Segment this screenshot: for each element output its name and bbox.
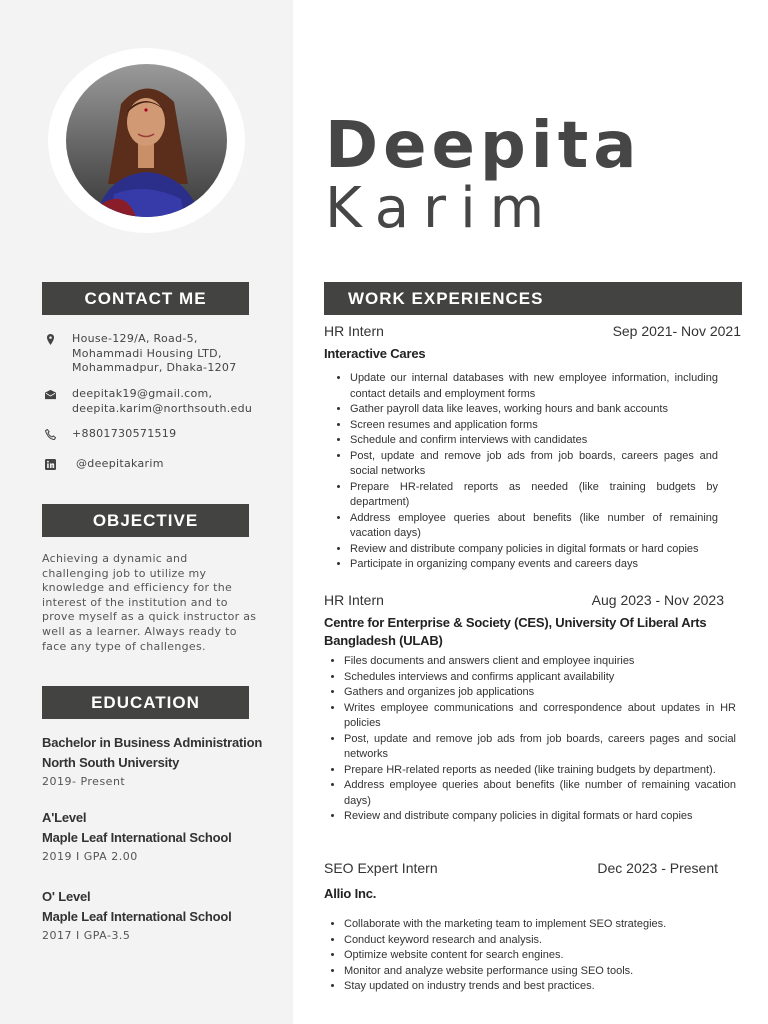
school-name: Maple Leaf International School <box>42 909 232 924</box>
linkedin-icon <box>42 457 58 471</box>
education-header: EDUCATION <box>42 686 249 719</box>
job-role: SEO Expert Intern <box>324 860 438 876</box>
list-item: • Schedule and confirm interviews with candidates <box>350 433 718 449</box>
list-item: • Prepare HR-related reports as needed (like training budgets by department). <box>344 763 736 779</box>
list-item: • Writes employee communications and correspondence about updates in HR policies <box>344 701 736 732</box>
list-item: • Stay updated on industry trends and best practices. <box>344 979 736 995</box>
list-item: • Collaborate with the marketing team to implement SEO strategies. <box>344 917 736 933</box>
degree-title: A'Level <box>42 810 87 825</box>
work-header: WORK EXPERIENCES <box>324 282 742 315</box>
list-item: • Screen resumes and application forms <box>350 418 718 434</box>
education-item <box>42 808 282 863</box>
list-item: • Gather payroll data like leaves, working hours and bank accounts <box>350 402 718 418</box>
linkedin-text[interactable]: @deepitakarim <box>76 457 164 470</box>
job-bullets <box>332 371 718 573</box>
company-name: Centre for Enterprise & Society (CES), University Of Liberal Arts Bangladesh (ULAB) <box>324 615 707 648</box>
list-item: • Schedules interviews and confirms applicant availability <box>344 670 736 686</box>
list-item: • Update our internal databases with new employee information, including contact details and employment forms <box>350 371 718 402</box>
address-row <box>42 332 237 376</box>
job-header <box>324 323 741 339</box>
list-item: • Gathers and organizes job applications <box>344 685 736 701</box>
first-name: Deepita <box>325 109 642 183</box>
list-item: • Review and distribute company policies in digital formats or hard copies <box>344 809 736 825</box>
job-header <box>324 592 724 608</box>
list-item: • Files documents and answers client and employee inquiries <box>344 654 736 670</box>
school-name: North South University <box>42 755 180 770</box>
linkedin-row <box>42 457 164 472</box>
degree-title: Bachelor in Business Administration <box>42 735 263 750</box>
objective-header: OBJECTIVE <box>42 504 249 537</box>
education-item <box>42 887 282 942</box>
job-dates: Aug 2023 - Nov 2023 <box>591 592 724 608</box>
job-bullets <box>326 654 736 825</box>
last-name: Karim <box>325 176 559 241</box>
education-item <box>42 733 282 788</box>
list-item: • Post, update and remove job ads from job boards, careers pages and social networks <box>344 732 736 763</box>
list-item: • Post, update and remove job ads from job boards, careers pages and social networks <box>350 449 718 480</box>
job-role: HR Intern <box>324 592 384 608</box>
list-item: • Conduct keyword research and analysis. <box>344 933 736 949</box>
list-item: • Participate in organizing company events and careers days <box>350 557 718 573</box>
job-header <box>324 860 718 876</box>
list-item: • Prepare HR-related reports as needed (like training budgets by department) <box>350 480 718 511</box>
location-pin-icon <box>42 332 58 346</box>
education-detail: 2019- Present <box>42 775 126 788</box>
company-name: Interactive Cares <box>324 346 426 361</box>
list-item: • Address employee queries about benefits (like number of remaining vacation days) <box>350 511 718 542</box>
education-detail: 2019 I GPA 2.00 <box>42 850 138 863</box>
list-item: • Review and distribute company policies in digital formats or hard copies <box>350 542 718 558</box>
school-name: Maple Leaf International School <box>42 830 232 845</box>
degree-title: O' Level <box>42 889 91 904</box>
phone-icon <box>42 427 58 441</box>
address-text: House-129/A, Road-5, Mohammadi Housing LTD, Mohammadpur, Dhaka-1207 <box>72 332 237 374</box>
company-name: Allio Inc. <box>324 886 377 901</box>
email-text[interactable]: deepitak19@gmail.com, deepita.karim@northsouth.edu <box>72 387 253 415</box>
list-item: • Monitor and analyze website performance using SEO tools. <box>344 964 736 980</box>
envelope-icon <box>42 387 58 401</box>
list-item: • Address employee queries about benefits (like number of remaining vacation days) <box>344 778 736 809</box>
objective-text: Achieving a dynamic and challenging job to utilize my knowledge and efficiency for the interest of the institution and to prove myself as a quick instructor as well as a learner. Always ready to face any type of challenges. <box>42 552 257 653</box>
job-role: HR Intern <box>324 323 384 339</box>
job-bullets <box>326 917 736 995</box>
email-row <box>42 387 252 416</box>
job-dates: Sep 2021- Nov 2021 <box>612 323 741 339</box>
list-item: • Optimize website content for search engines. <box>344 948 736 964</box>
phone-text[interactable]: +8801730571519 <box>72 427 177 440</box>
education-detail: 2017 I GPA-3.5 <box>42 929 131 942</box>
contact-header: CONTACT ME <box>42 282 249 315</box>
phone-row <box>42 427 176 442</box>
job-dates: Dec 2023 - Present <box>597 860 718 876</box>
profile-photo <box>66 64 227 217</box>
